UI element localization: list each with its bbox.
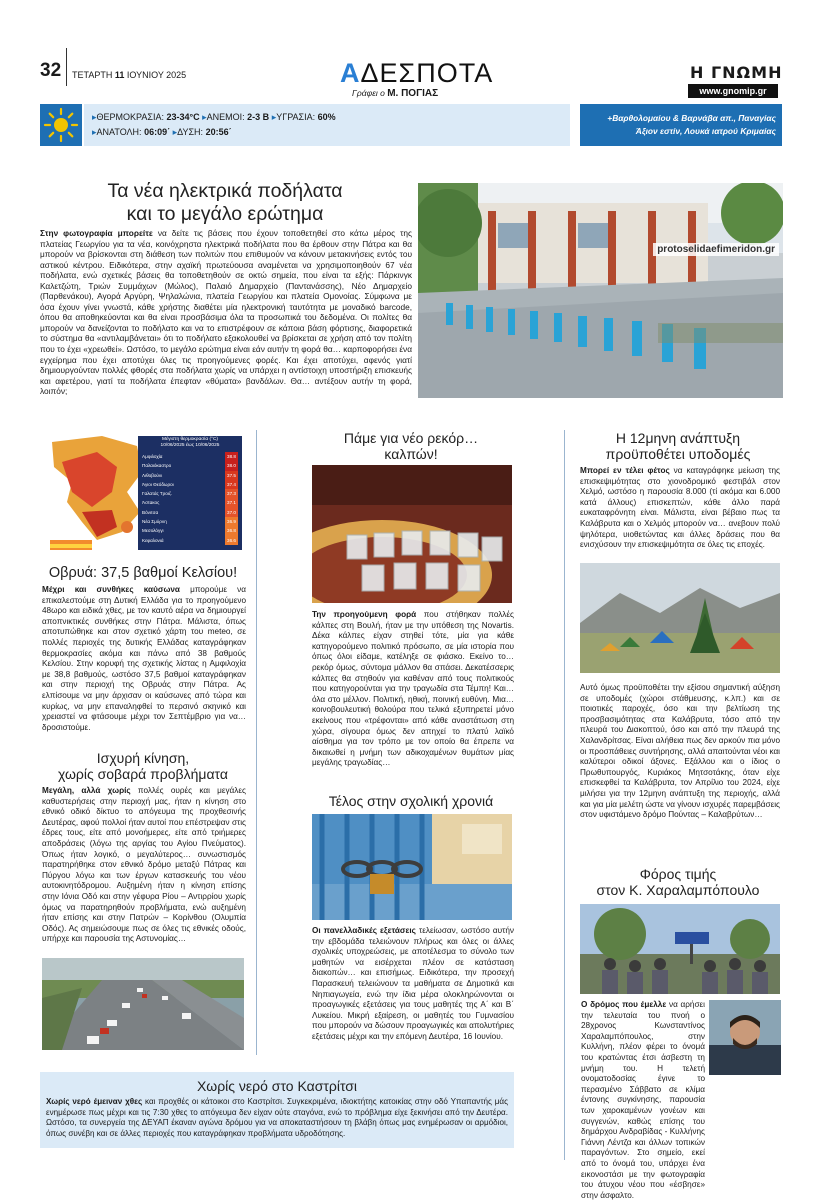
sun-icon <box>40 104 82 146</box>
heat-row: Άστακος 37.1 <box>142 498 238 507</box>
col2-article-2: Οι πανελλαδικές εξετάσεις τελείωσαν, ωστόσο αυτήν την εβδομάδα τελειώνουν πλήρως και όλες οι άλλες σχολικές υποχρεώσεις, με αποτέλεσμα το σύνολο των μαθητών να εισέρχεται πλέον σε κατάσταση διακοπών… και επισήμως. Ειδικότερα, την προσεχή Παρασκευή τελειώνουν τα μαθήματα σε Δημοτικά και Νηπιαγωγεία, ενώ την ίδια μέρα ολοκληρώνονται οι προαγωγικές εξετάσεις για τους μαθητές της Α΄ και Β΄ Λυκείου. Μικρή εξαίρεση, οι μαθητές του Γυμνασίου που μπορούν να δώσουν προαγωγικές και απολυτήριες εξετάσεις μέχρι και την επόμενη Δευτέρα, 16 Ιουνίου. <box>312 926 514 1041</box>
bottom-headline: Χωρίς νερό στο Καστρίτσι <box>196 1078 358 1094</box>
heat-row: Βόνιτσα 37.0 <box>142 508 238 517</box>
col3-article-b: Αυτό όμως προϋποθέτει την εξίσου σημαντική αύξηση σε υποδομές (χώροι στάθμευσης, κ.λπ.) και σε ποιοτικές παροχές, όσο και την βελτίωση της προσβασιμότητας στα Καλάβρυτα, τόσο από την πλευρά του Διακοπτού, όσο και από την πλευρά της Χαλανδρίτσας. Είναι αλήθεια πως δεν αρκούν πια μόνο οι προσπάθειες συντήρησης, αλλά απαιτούνται νέοι και καλύτεροι οδικοί άξονες. Εξάλλου και ο ίδιος ο Πρωθυπουργός, Κυριάκος Μητσοτάκης, όταν είχε επισκεφθεί τα Καλάβρυτα, τον Απρίλιο του 2024, είχε μιλήσει για την 12μηνη ανάπτυξη της περιοχής, αλλά και για μία μελέτη ώστε να γίνουν ισχυρές παρεμβάσεις στον υφιστάμενο δρόμο Πούντας – Καλαβρύτων… <box>580 683 780 820</box>
page-number: 32 <box>40 60 62 81</box>
masthead-logo: Η ΓΝΩΜΗ <box>690 63 783 82</box>
col1-headline: Οβρυά: 37,5 βαθμοί Κελσίου! <box>48 565 238 581</box>
highway-photo <box>42 958 244 1050</box>
website-url[interactable]: www.gnomip.gr <box>688 84 778 98</box>
ceremony-photo <box>580 904 780 994</box>
heat-map-subtitle: 10/06/2025 έως 10/06/2025 <box>160 443 220 448</box>
heat-row: Παλαιόκαστρο 38.0 <box>142 461 238 470</box>
header-divider <box>66 48 67 86</box>
col2-headline-2: Τέλος στην σχολική χρονιά <box>328 793 494 809</box>
sunrise-value: 06:09΄ <box>144 127 171 137</box>
bike-station-photo <box>418 183 783 398</box>
col3-headline: Η 12μηνη ανάπτυξη προϋποθέτει υποδομές <box>605 430 751 462</box>
school-gate-photo <box>312 814 512 920</box>
heat-row: Αμφιλοχία 38.8 <box>142 452 238 461</box>
col1-headline-2: Ισχυρή κίνηση, χωρίς σοβαρά προβλήματα <box>58 750 228 782</box>
temperature-value: 23-34°C <box>166 112 200 122</box>
col3-article-2: Ο δρόμος που έμελλε να αρήσει την τελευταία του πνοή ο 28χρονος Κωνσταντίνος Χαραλαμπόπουλος, στην Κυλλήνη, πλέον φέρει το όνομά του κρατώντας έτσι άσβεστη τη μνήμη του. Η τελετή ονοματοδοσίας έγινε το περασμένο Σάββατο σε κλίμα έντονης συγκίνησης, παρουσία των χαροκαμένων γονέων και συγγενών, καθώς επίσης του δημάρχου Ανδραβίδας - Κυλλήνης Γιάννη Λέντζα και άλλων τοπικών παραγόντων. Στο σημείο, εκεί από το όνομά του, υπάρχει ένα εικονοστάσι με την φωτογραφία του άτυχου νέου που «έσβησε» στην άσφαλτο. <box>581 1000 705 1200</box>
col3-headline-2: Φόρος τιμής στον Κ. Χαραλαμπόπουλο <box>596 866 760 898</box>
humidity-value: 60% <box>317 112 336 122</box>
heat-row: Γαλατάς Τροιζ. 37.3 <box>142 489 238 498</box>
heat-row: Λιθοβούνι 37.5 <box>142 471 238 480</box>
bottom-story-box <box>40 1072 514 1148</box>
byline: Γράφει ο Μ. ΠΟΓΙΑΣ <box>352 88 439 99</box>
column-divider <box>564 430 565 1160</box>
saints-of-day: +Βαρθολομαίου & Βαρνάβα απ., Παναγίας Άξιον εστίν, Λουκά ιατρού Κριμαίας <box>580 104 782 146</box>
heat-map-table <box>142 452 238 545</box>
weather-info: ▸ΘΕΡΜΟΚΡΑΣΙΑ: 23-34°C ▸ΑΝΕΜΟΙ: 2-3 Β ▸ΥΓΡΑΣΙΑ: 60% ▸ΑΝΑΤΟΛΗ: 06:09΄ ▸ΔΥΣΗ: 20:56΄ <box>84 104 570 146</box>
section-rest: ΔΕΣΠΟΤΑ <box>360 58 494 88</box>
sun-box <box>40 104 82 146</box>
heat-row: Κεφαλονιά 36.6 <box>142 536 238 545</box>
col3-article: Μπορεί εν τέλει φέτος να καταγράφηκε μείωση της επισκεψιμότητας στο χιονοδρομικό φεστιβάλ στον Χελμό, ωστόσο η παρουσία 8.000 (τί ακόμα και 6.000 κατά άλλους) επισκεπτών, κάθε άλλο παρά ευκαταφρόνητη είναι. Μάλιστα, είναι βέβαιο πως τα Καλάβρυτα και ο Χελμός μπορούν να… ανεβουν πολύ ψηλότερα, υιοθετώντας και άλλες δράσεις που θα ενισχύσουν την επισκεψιμότητα σε όλες τις εποχές. <box>580 466 780 550</box>
portrait-photo <box>709 1000 781 1075</box>
heat-row: Άγιοι Θεόδωροι 37.4 <box>142 480 238 489</box>
heat-map-title: Μέγιστη θερμοκρασία (°C) <box>161 437 219 442</box>
mountain-camp-photo <box>580 563 780 673</box>
col1-article: Μέχρι και συνθήκες καύσωνα μπορούμε να επικαλεστούμε στη Δυτική Ελλάδα για το προηγούμενο 48ωρο και ειδικά χθες, με τον καυτό αέρα να δημιουργεί αποπνικτικές συνθήκες στην Πάτρα. Μάλιστα, όπως αποτυπώθηκε και στον σχετικό χάρτη του meteo, σε πολλές περιοχές της δυτικής Ελλάδας καταγράφηκαν θερμοκρασίες ακόμα και πάνω από 38 βαθμούς Κελσίου. Στην κορυφή της σχετικής λίστας η Αμφιλοχία με 38,8 βαθμούς, ωστόσο 37,5 βαθμοί καταγράφηκαν και στην περιοχή της Οβρυάς στην Πάτρα. Ας ελπίσουμε να μην άρχισαν οι καύσωνες από τώρα και κυρίως, να μην επαναληφθεί το περσινό σκηνικό και χρειαστεί να φτάσουμε μέχρι τον Σεπτέμβριο για να… δροσιστούμε. <box>42 585 246 732</box>
section-title <box>340 60 493 87</box>
col2-headline: Πάμε για νέο ρεκόρ… καλπών! <box>343 430 479 462</box>
heat-row: Νέα Σμύρνη 36.9 <box>142 517 238 526</box>
heat-row: Μεσολόγγι 36.8 <box>142 526 238 535</box>
watermark: protoselidaefimeridon.gr <box>653 243 779 256</box>
col2-article: Την προηγούμενη φορά που στήθηκαν πολλές κάλπες στη Βουλή, ήταν με την υπόθεση της Novartis. Δέκα κάλπες είχαν στηθεί τότε, μία για κάθε κατηγορούμενο πολιτικό πρόσωπο, σε μία ιστορία που όπως όλοι είδαμε, κατέληξε σε φιάσκο. Εκείνο το… ρεκόρ όμως, σύντομα μάλλον θα σπάσει. Δεκατέσσερις κάλπες θα στηθούν για καθέναν από τους πολιτικούς που κατηγορούνται για την τραγωδία στα Τέμπη! Και… όλα στο μέλλον. Πολιτική, ηθική, ποινική ευθύνη. Μια… κοινοβουλευτική θολούρα που τελικά εξυπηρετεί μόνο εκείνους που «τρέφονται» από κάθε αναστάτωση στη χώρα, σίγουρα όμως δεν απηχεί το πλατύ λαϊκό αίσθημα για τον τρόπο με τον οποίο θα έπρεπε να δικαιωθεί η μνήμη των αδικοχαμένων θυμάτων μίας μεγάλης τραγωδίας… <box>312 610 514 768</box>
bottom-article: Χωρίς νερό έμειναν χθες και προχθές οι κάτοικοι στο Καστρίτσι. Συγκεκριμένα, ιδιοκτήτης κατοικίας στην οδό Υπαπαντής μάς ενημέρωσε πως μέχρι και τις 7:30 χθες το απόγευμα δεν είχαν ούτε σταγόνα, ενώ το πρόβλημα είχε ξεκινήσει από την Δευτέρα. Ωστόσο, τα συνεργεία της ΔΕΥΑΠ έκαναν αγώνα δρόμου για να αποκαταστήσουν τη βλάβη όπως μας ενημέρωσαν οι αρμόδιοι, όπως συνέβη και σε άλλες περιοχές που καταγράφηκαν προβλήματα υδροδότησης. <box>46 1097 508 1138</box>
heat-map <box>42 432 244 557</box>
page-header <box>0 0 822 100</box>
col1-article-2: Μεγάλη, αλλά χωρίς πολλές ουρές και μεγάλες καθυστερήσεις στην περιοχή μας, ήταν η κίνηση στο εθνικό οδικό δίκτυο το απόγευμα της προχθεσινής Δευτέρας, αφού πολλοί ήταν αυτοί που επέστρεψαν στις έδρες τους, είτε από μονοήμερες, είτε από τριήμερες αποδράσεις (λόγω της αργίας του Αγίου Πνεύματος). Όπως ήταν λογικό, ο μεγαλύτερος… συνωστισμός παρατηρήθηκε στον εθνικό δρόμο μεταξύ Πάτρας και Πύργου λόγω και των έργων κατασκευής του νέου αυτοκινητόδρομου. Αυξημένη ήταν η κίνηση επίσης στην Ιόνια Οδό και στην γέφυρα Ρίου – Αντιρρίου χωρίς όμως να παρατηρηθούν προβλήματα, ενώ αυξημένη ήταν επίσης και στην Πατρών – Κορίνθου (Ολυμπία Οδός). Ας σημειώσουμε πως σε όλες τις εθνικές οδούς, υπήρχε και παρουσία της Αστυνομίας… <box>42 786 246 944</box>
main-headline: Τα νέα ηλεκτρικά ποδήλατα και το μεγάλο ερώτημα <box>107 180 343 225</box>
section-initial: Α <box>340 58 361 88</box>
main-article: Στην φωτογραφία μπορείτε να δείτε τις βάσεις που έχουν τοποθετηθεί στο κάτω μέρος της πλατείας Γεωργίου για τα νέα, κοινόχρηστα ηλεκτρικά ποδήλατα που θα έρθουν στην Πάτρα και θα μπορούν να βρίσκονται στη διάθεση των πολιτών που επιθυμούν να κάνουν μετακινήσεις εντός του αστικού κέντρου. Ειδικότερα, στην αχαϊκή πρωτεύουσα αναμένεται να χρησιμοποιηθούν 67 νέα ποδήλατα, ενώ σχετικές βάσεις θα τοποθετηθούν σε οκτώ σημεία, που είναι τα εξής: Πάρκινγκ Καλετζώτη, Τριών Συμμάχων (Μώλος), Παλαιό Δημαρχείο (Παντανάσσης), Νέο Δημαρχείο (Παρθενάκου), Αγορά Αργύρη, Ψηλαλώνια, πλατεία Γεωργίου και πλατεία Ομονοίας. Σύμφωνα με όσα έχουν γίνει γνωστά, κάθε χρήστης διαθέτει μία ηλεκτρονική ταυτότητα με μοναδικό barcode, όπου θα αποθηκεύονται και θα είναι προσβάσιμα όλα τα προσωπικά του δεδομένα. Οι πολίτες θα μπορούν να δανείζονται το ποδήλατο και να το επιστρέφουν σε κάποια βάση φόρτισης, διαφορετικά το σύστημα θα «αντιλαμβάνεται» ότι το ποδήλατο εξακολουθεί να βρίσκεται σε χρήση από τον πολίτη που το έχει «χρεωθεί». Ωστόσο, το μεγάλο ερώτημα είναι εάν αυτήν τη φορά θα… καρποφορήσει ένα εγχείρημα που έχει αποτύχει όλες τις προηγούμενες φορές. Και έχει αποτύχει, αφενός γιατί δημιουργούνταν πολλές φθορές στα ποδήλατα χωρίς να υπάρχει η αντίστοιχη υποστήριξη επισκευής και αφετέρου, γιατί τα ποδήλατα έπεφταν «θύματα» βανδάλων. Θα… αντέξουν αυτήν τη φορά, λοιπόν; <box>40 228 412 397</box>
weather-bar <box>40 104 782 146</box>
ballot-boxes-photo <box>312 465 512 603</box>
column-divider <box>256 430 257 1055</box>
issue-date: ΤΕΤΑΡΤΗ 11 ΙΟΥΝΙΟΥ 2025 <box>72 70 187 80</box>
sunset-value: 20:56΄ <box>205 127 232 137</box>
wind-value: 2-3 Β <box>247 112 270 122</box>
